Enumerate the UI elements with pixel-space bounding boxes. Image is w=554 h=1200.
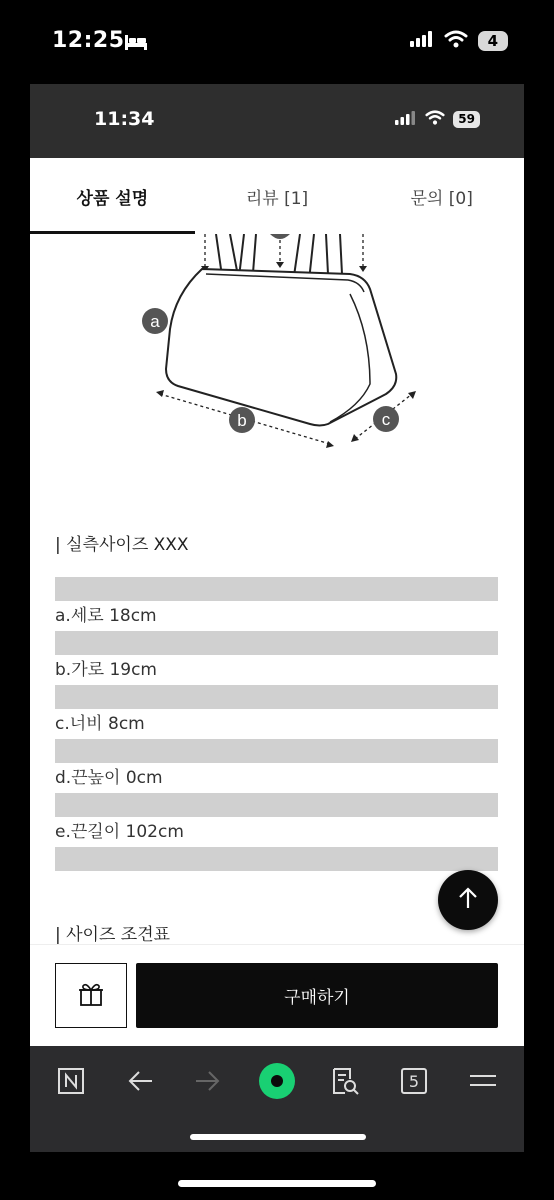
divider-bar bbox=[55, 793, 498, 817]
divider-bar bbox=[55, 739, 498, 763]
outer-clock: 12:25 bbox=[52, 28, 125, 53]
battery-indicator: 4 bbox=[478, 31, 508, 51]
inner-wifi-icon bbox=[425, 110, 445, 129]
measurement-strap-drop: d.끈높이 0cm bbox=[55, 768, 163, 788]
gift-button[interactable] bbox=[55, 963, 127, 1028]
sleep-mode-icon bbox=[124, 33, 148, 55]
product-tabs bbox=[30, 158, 524, 234]
wifi-icon bbox=[444, 30, 468, 52]
divider-bar bbox=[55, 577, 498, 601]
gift-icon bbox=[78, 981, 104, 1011]
bag-size-diagram bbox=[30, 234, 524, 474]
arrow-up-icon bbox=[457, 886, 479, 914]
cellular-signal-icon bbox=[410, 31, 434, 51]
inner-battery: 59 bbox=[453, 111, 480, 128]
buy-button[interactable]: 구매하기 bbox=[136, 963, 498, 1028]
divider-bar bbox=[55, 847, 498, 871]
product-description bbox=[30, 234, 524, 944]
tab-count-icon[interactable] bbox=[393, 1060, 435, 1102]
tab-count: 5 bbox=[408, 1072, 420, 1091]
diagram-label-c: c bbox=[381, 410, 391, 429]
inner-home-indicator bbox=[190, 1134, 366, 1140]
measurement-length: b.가로 19cm bbox=[55, 660, 157, 680]
diagram-label-a: a bbox=[150, 312, 160, 331]
home-indicator bbox=[178, 1180, 376, 1187]
size-chart-title: | 사이즈 조견표 bbox=[55, 925, 171, 944]
divider-bar bbox=[55, 685, 498, 709]
back-arrow-icon[interactable] bbox=[119, 1060, 161, 1102]
green-dot-icon[interactable] bbox=[256, 1060, 298, 1102]
browser-toolbar bbox=[30, 1046, 524, 1152]
purchase-bar bbox=[30, 944, 524, 1046]
tab-inquiries[interactable]: 문의 [0] bbox=[410, 188, 473, 209]
inner-cellular-icon bbox=[395, 110, 417, 129]
inner-clock: 11:34 bbox=[94, 108, 155, 130]
measurement-height: a.세로 18cm bbox=[55, 606, 157, 626]
app-screenshot bbox=[30, 84, 524, 1152]
naver-n-icon[interactable] bbox=[50, 1060, 92, 1102]
outer-status-bar bbox=[0, 0, 554, 84]
measurement-strap-length: e.끈길이 102cm bbox=[55, 822, 184, 842]
diagram-label-b: b bbox=[237, 411, 247, 430]
tab-description[interactable]: 상품 설명 bbox=[30, 158, 195, 234]
forward-arrow-icon[interactable] bbox=[187, 1060, 229, 1102]
scroll-to-top-button[interactable] bbox=[438, 870, 498, 930]
divider-bar bbox=[55, 631, 498, 655]
tab-reviews[interactable]: 리뷰 [1] bbox=[245, 188, 309, 209]
inner-status-bar bbox=[30, 84, 524, 158]
measurement-list bbox=[55, 577, 498, 871]
measurement-width: c.너비 8cm bbox=[55, 714, 145, 734]
menu-icon[interactable] bbox=[462, 1060, 504, 1102]
size-section-title: | 실측사이즈 XXX bbox=[55, 535, 189, 555]
reader-search-icon[interactable] bbox=[324, 1060, 366, 1102]
